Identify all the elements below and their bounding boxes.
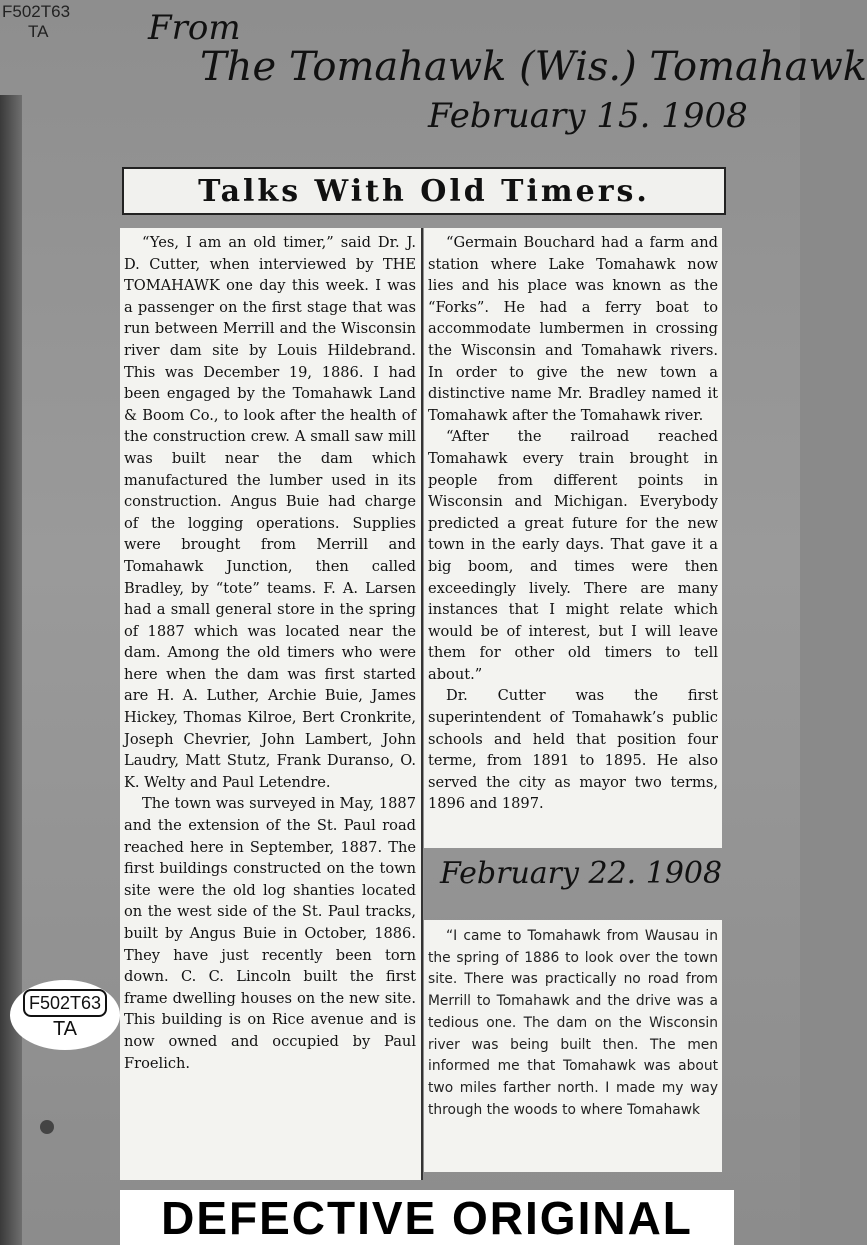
scan-edge-shadow [0,95,22,1245]
circle-stamp-line1: F502T63 [23,989,107,1017]
left-paragraph: “Yes, I am an old timer,” said Dr. J. D. Cutter, when interviewed by THE TOMAHAWK one day this week. I was a passenger on the first stage that was run between Merrill and the Wisconsin river dam site by Louis Hildebrand. This was December 19, 1886. I had been engaged by the Tomahawk Land & Boom Co., to look after the health of the construction crew. A small saw mill was built near the dam which manufactured the lumber used in its construction. Angus Buie had charge of the logging operations. Supplies were brought from Merrill and Tomahawk Junction, then called Bradley, by “tote” teams. F. A. Larsen had a small general store in the spring of 1887 which was located near the dam. Among the old timers who were here when the dam was first started are H. A. Luther, Archie Buie, James Hickey, Thomas Kilroe, Bert Cronkrite, Joseph Chevrier, John Lambert, John Laudry, Matt Stutz, Frank Duranso, O. K. Welty and Paul Letendre. [124,234,416,791]
catalog-stamp-line1: F502T63 [2,2,71,21]
circle-catalog-stamp [10,980,120,1050]
right-paragraph: “Germain Bouchard had a farm and station where Lake Tomahawk now lies and his place was known as the “Forks”. He had a ferry boat to accommodate lumbermen in crossing the Wisconsin and Tomahawk rivers. In order to give the new town a distinctive name Mr. Bradley named it Tomahawk after the Tomahawk river. [428,234,718,424]
defective-original-banner [120,1190,734,1245]
defective-original-label: DEFECTIVE ORIGINAL [161,1191,693,1244]
catalog-stamp-line2: TA [28,22,49,41]
article-right-column [424,228,722,848]
handwritten-date-1: February 15. 1908 [428,96,748,136]
catalog-stamp [2,2,70,42]
second-clipping-text: “I came to Tomahawk from Wausau in the spring of 1886 to look over the town site. There was practically no road from Merrill to Tomahawk and the drive was a tedious one. The dam on the Wisconsin river was being built then. The men informed me that Tomahawk was about two miles farther north. I made my way through the woods to where Tomahawk [428,928,718,1118]
circle-stamp-line2: TA [52,1018,78,1040]
article-left-column [120,228,422,1180]
right-paragraph: “After the railroad reached Tomahawk every train brought in people from different points in Wisconsin and Michigan. Everybody predicted a great future for the new town in the early days. That gave it a big boom, and times were then exceedingly lively. There are many instances that I might relate which would be of interest, but I will leave them for other old timers to tell about.” [428,428,718,683]
handwritten-source: The Tomahawk (Wis.) Tomahawk [200,44,867,90]
article-title: Talks With Old Timers. [198,173,650,209]
second-clipping [424,920,722,1172]
left-paragraph: The town was surveyed in May, 1887 and the extension of the St. Paul road reached here in September, 1887. The first buildings constructed on the town site were the old log shanties located on the west side of the St. Paul tracks, built by Angus Buie in October, 1886. They have just recently been torn down. C. C. Lincoln built the first frame dwelling houses on the new site. This building is on Rice avenue and is now owned and occupied by Paul Froelich. [124,795,416,1072]
punch-hole-icon [40,1120,54,1134]
column-divider [421,228,423,1180]
handwritten-from: From [148,8,241,48]
handwritten-date-2: February 22. 1908 [440,856,723,891]
article-title-box [122,167,726,215]
right-paragraph: Dr. Cutter was the first superintendent of Tomahawk’s public schools and held that position four terme, from 1891 to 1895. He also served the city as mayor two terms, 1896 and 1897. [428,687,718,813]
